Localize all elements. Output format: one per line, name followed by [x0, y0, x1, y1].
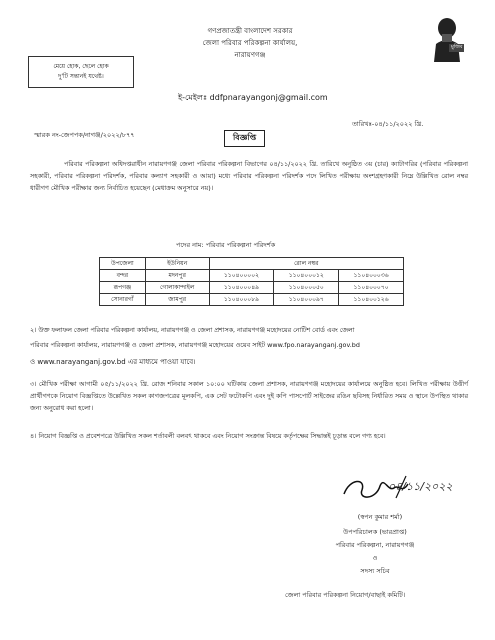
office-name: জেলা পরিবার পরিকল্পনা কার্যালয়,	[202, 39, 298, 47]
slogan-line-1: মেয়ে হোক, ছেলে হোক	[53, 63, 109, 70]
committee-name: জেলা পরিবার পরিকল্পনা নিয়োগ/বাছাই কমিটি।	[285, 591, 406, 599]
cell-upazila: বন্দর	[100, 270, 146, 282]
cell-union: মদনপুর	[145, 270, 209, 282]
header-roll: রোল নম্বর	[209, 258, 403, 270]
para2-line-1: ২। উক্ত ফলাফল জেলা পরিবার পরিকল্পনা কার্যালয়, নারায়ণগঞ্জ ও জেলা প্রশাসক, নারায়ণগঞ্জ মহোদয়ের নোটিশ বোর্ড এবং জেলা	[30, 327, 355, 334]
slogan-line-2: দু'টি সন্তানই যথেষ্ট।	[58, 73, 104, 80]
letterhead	[160, 25, 340, 61]
cell-roll: ১১০৪০০০১২	[274, 270, 339, 282]
cell-roll: ১১০৪০০০৪৯	[209, 282, 274, 294]
cell-upazila: সোনারগাঁ	[100, 294, 146, 306]
para2-line-3: ও www.narayanganj.gov.bd এর মাধ্যমে পাওয়া যাবে।	[30, 358, 196, 366]
cell-upazila: রূপগঞ্জ	[100, 282, 146, 294]
table-row	[100, 270, 404, 282]
roll-table	[99, 257, 404, 306]
portrait-image	[430, 14, 472, 62]
gov-name: গণপ্রজাতন্ত্রী বাংলাদেশ সরকার	[207, 27, 293, 35]
table-header-row	[100, 258, 404, 270]
cell-roll: ১১০৪০০০৩৬	[339, 270, 404, 282]
signatory-block	[320, 512, 440, 523]
signatory-details	[305, 526, 445, 578]
memo-ref: স্মারক নং-জেপপক/নাগঞ্জ/২০২২/৮৭৭	[34, 131, 135, 139]
cell-roll: ১১০৪০০০০২	[209, 270, 274, 282]
table-row	[100, 282, 404, 294]
signatory-designation: উপপরিচালক (ভারপ্রাপ্ত)	[343, 528, 407, 536]
signature-date: ০৪/১১/২০২২	[388, 480, 453, 493]
signatory-name: (স্বপন কুমার শর্মা)	[357, 513, 403, 521]
cell-roll: ১১০৪০০০৭০	[339, 282, 404, 294]
post-name: পদের নাম: পরিবার পরিকল্পনা পরিদর্শক	[176, 241, 276, 249]
para4: ৪। নিয়োগ বিজ্ঞপ্তি ও প্রবেশপত্রে উল্লিখিত সকল শর্তাবলী বলবৎ থাকবে এবং নিয়োগ সংক্রান্ত বিষয়ে কর্তৃপক্ষের সিদ্ধান্তই চূড়ান্ত বলে গণ্য হবে।	[30, 432, 386, 440]
memo-date: তারিখঃ-০৪/১১/২০২২ খ্রি.	[352, 120, 424, 128]
header-union: ইউনিয়ন	[145, 258, 209, 270]
portrait-caption: মুজিব	[451, 44, 463, 50]
signatory-and: ও	[372, 554, 378, 562]
cell-roll: ১১০৪০০০৯৭	[274, 294, 339, 306]
para2-line-2: পরিবার পরিকল্পনা কার্যালয়, নারায়ণগঞ্জ ও জেলা প্রশাসক, নারায়ণগঞ্জ মহোদয়ের ওয়েব সাইট www.fpo.narayanganj.gov.bd	[30, 341, 360, 349]
cell-roll: ১১০৪০০০৫০	[274, 282, 339, 294]
notice-title: বিজ্ঞপ্তি	[224, 130, 265, 147]
intro-paragraph: পরিবার পরিকল্পনা অধিদপ্তরাধীন নারায়ণগঞ্জ জেলা পরিবার পরিকল্পনা বিভাগের ০৪/১১/২০২২ খ্রি. তারিখে অনুষ্ঠিত ৩য় (চার) ক্যাটাগরির (পরিবার পরিকল্পনা সহকারী, পরিবার পরিকল্পনা পরিদর্শক, পরিবার কল্যাণ সহকারী ও আয়া) মধ্যে পরিবার পরিকল্পনা পরিদর্শক পদে লিখিত পরীক্ষায় অংশগ্রহণকারী নিম্নে উল্লিখিত রোল নম্বর ধারীগণ মৌখিক পরীক্ষার জন্য নির্বাচিত হয়েছেন (মেধাক্রম অনুসারে নয়)।	[30, 160, 468, 192]
slogan-box	[28, 56, 134, 88]
cell-union: গোলাকান্দাইল	[145, 282, 209, 294]
signatory-role: সদস্য সচিব	[360, 567, 390, 575]
table-row	[100, 294, 404, 306]
para3: ৩। মৌখিক পরীক্ষা আগামী ০৫/১১/২০২২ খ্রি. রোজ শনিবার সকাল ১০:০০ ঘটিকায় জেলা প্রশাসক, নারায়ণগঞ্জ মহোদয়ের কার্যালয়ে অনুষ্ঠিত হবে। লিখিত পরীক্ষায় উত্তীর্ণ প্রার্থীগণকে নিয়োগ বিজ্ঞপ্তিতে উল্লেখিত সকল কাগজপত্রের মূলকপি, এক সেট ফটোকপি এবং দুই কপি পাসপোর্ট সাইজের রঙিন ছবিসহ নির্ধারিত সময় ও স্থানে উপস্থিত থাকার জন্য অনুরোধ করা হলো।	[30, 380, 468, 412]
signatory-office: পরিবার পরিকল্পনা, নারায়ণগঞ্জ	[335, 541, 415, 549]
header-upazila: উপজেলা	[100, 258, 146, 270]
office-email: ই-মেইলঃ ddfpnarayangonj@gmail.com	[178, 93, 328, 102]
district-name: নারায়ণগঞ্জ	[234, 51, 266, 59]
cell-roll: ১১০৪০০০৮৯	[209, 294, 274, 306]
cell-roll: ১১০৪০০১২৬	[339, 294, 404, 306]
cell-union: জামপুর	[145, 294, 209, 306]
